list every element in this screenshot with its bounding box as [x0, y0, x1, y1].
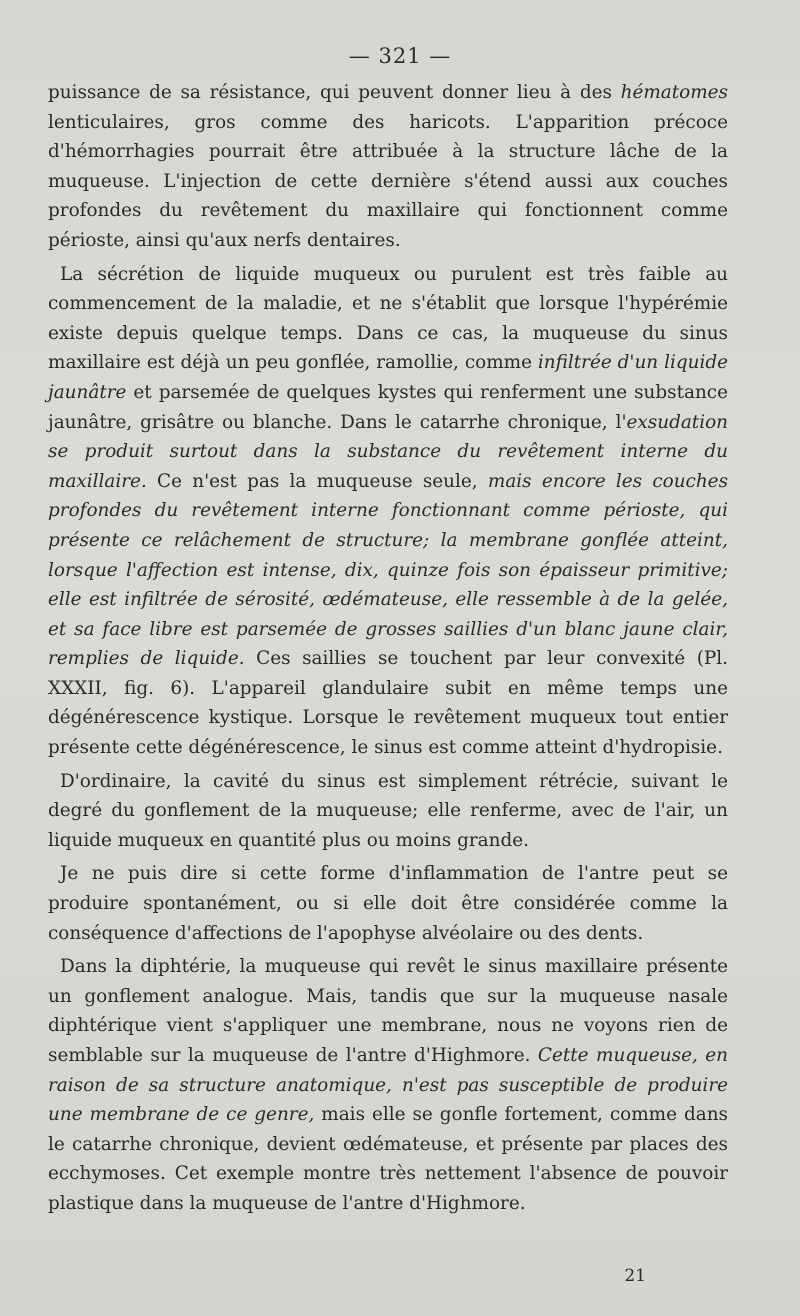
paragraph	[48, 260, 728, 763]
italic-text: mais encore les couches profondes du revêtement interne fonctionnant comme périoste, qui présente ce relâchement de structure; la membrane gonflée atteint, lorsque l'affection est intense, dix, quinze fois son épaisseur primitive; elle est infiltrée de sérosité, œdémateuse, elle ressemble à de la gelée, et sa face libre est parsemée de grosses saillies d'un blanc jaune clair, remplies de liquide.	[48, 470, 729, 670]
body-text	[48, 78, 728, 1223]
signature-mark: 21	[624, 1266, 646, 1286]
text-run: Ce n'est pas la muqueuse seule,	[146, 470, 488, 492]
text-run: et parsemée de quelques kystes qui renferment une substance jaunâtre, grisâtre ou blanche. Dans le catarrhe chronique, l'	[48, 381, 728, 433]
paragraph	[48, 767, 728, 856]
italic-text: hématomes	[620, 82, 728, 103]
italic-text: exsudation se produit surtout dans la substance du revêtement interne du maxillaire.	[48, 411, 728, 492]
text-run: lenticulaires, gros comme des haricots. L'apparition précoce d'hémorrhagies pourrait être attribuée à la structure lâche de la muqueuse. L'injection de cette dernière s'étend aussi aux couches profondes du revêtement du maxillaire qui fonctionnent comme périoste, ainsi qu'aux nerfs dentaires.	[48, 111, 728, 251]
italic-text: Cette muqueuse, en raison de sa structure anatomique, n'est pas susceptible de produire une membrane de ce genre,	[48, 1045, 728, 1126]
text-run: D'ordinaire, la cavité du sinus est simplement rétrécie, suivant le degré du gonflement de la muqueuse; elle renferme, avec de l'air, un liquide muqueux en quantité plus ou moins grande.	[48, 770, 728, 851]
text-run: La sécrétion de liquide muqueux ou purulent est très faible au commencement de la maladie, et ne s'établit que lorsque l'hypérémie existe depuis quelque temps. Dans ce cas, la muqueuse du sinus maxillaire est déjà un peu gonflée, ramollie, comme	[48, 263, 728, 374]
italic-text: infiltrée d'un liquide jaunâtre	[48, 352, 728, 403]
page-number-header: — 321 —	[348, 44, 452, 68]
paragraph	[48, 952, 728, 1218]
text-run: Dans la diphtérie, la muqueuse qui revêt le sinus maxillaire présente un gonflement analogue. Mais, tandis que sur la muqueuse nasale diphtérique vient s'appliquer une membrane, nous ne voyons rien de semblable sur la muqueuse de l'antre d'Highmore.	[48, 956, 728, 1066]
text-run: Ces saillies se touchent par leur convexité (Pl. XXXII, fig. 6). L'appareil glandulaire subit en même temps une dégénérescence kystique. Lorsque le revêtement muqueux tout entier présente cette dégénérescence, le sinus est comme atteint d'hydropisie.	[48, 648, 728, 759]
text-run: mais elle se gonfle fortement, comme dans le catarrhe chronique, devient œdémateuse, et présente par places des ecchymoses. Cet exemple montre très nettement l'absence de pouvoir plastique dans la muqueuse de l'antre d'Highmore.	[48, 1104, 728, 1214]
text-run: puissance de sa résistance, qui peuvent donner lieu à des	[48, 82, 621, 103]
text-run: Je ne puis dire si cette forme d'inflammation de l'antre peut se produire spontanément, ou si elle doit être considérée comme la conséquence d'affections de l'apophyse alvéolaire ou des dents.	[48, 863, 728, 944]
paragraph	[48, 78, 728, 256]
paragraph	[48, 859, 728, 948]
